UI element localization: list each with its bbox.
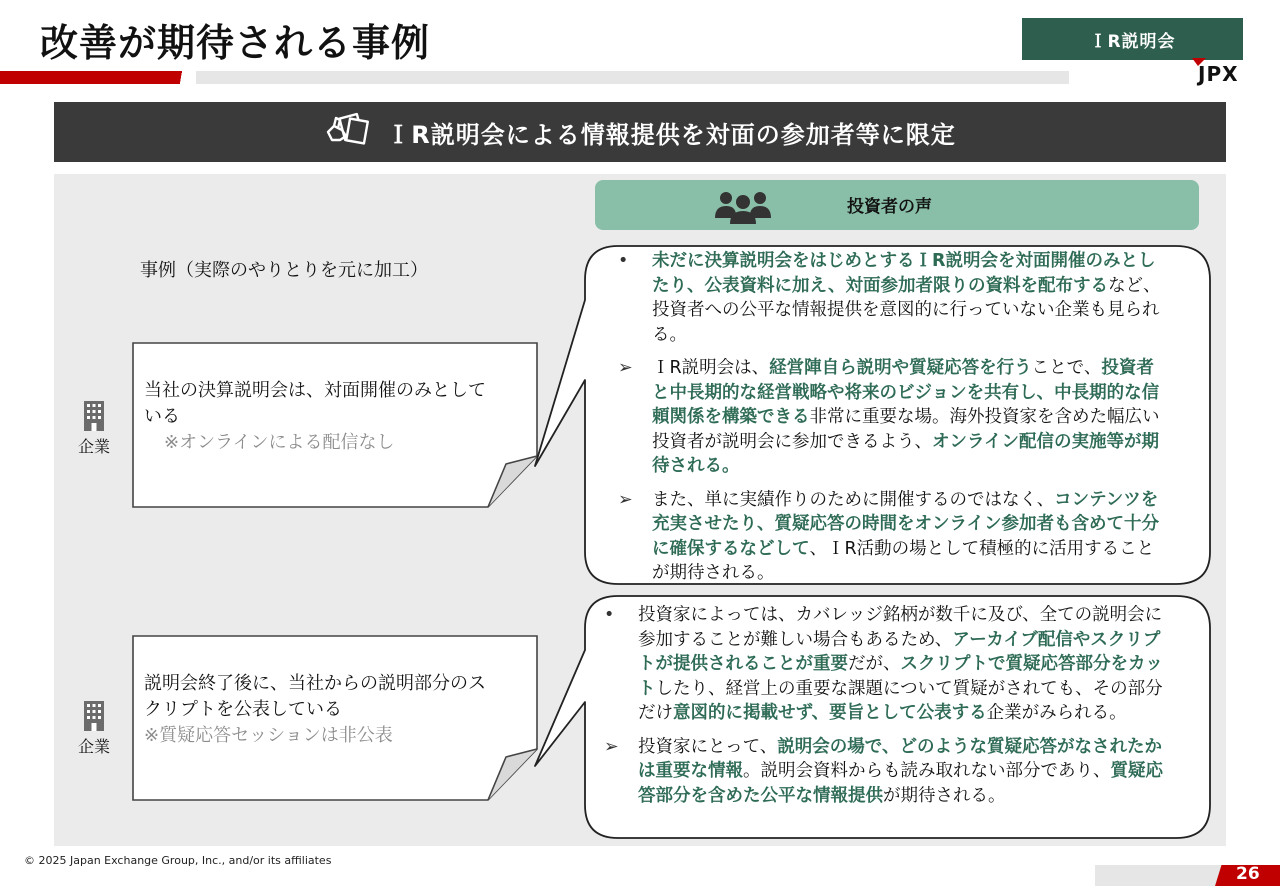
arrow-marker-icon: ➢: [618, 358, 633, 378]
emphasis-text: 未だに決算説明会をはじめとするＩR説明会を対面開催のみとしたり、: [652, 251, 1156, 296]
entity-label: 企業: [77, 437, 110, 456]
banner-text: ＩR説明会による情報提供を対面の参加者等に限定: [386, 120, 956, 149]
emphasis-text: 経営陣自ら説明や質疑応答を行う: [769, 358, 1032, 378]
emphasis-text: コンテンツを充実させたり、質疑応答の時間をオンライン参加者も含めて十分に確保するなどして: [652, 489, 1159, 559]
comment-text: また、単に実績作りのために開催するのではなく、: [652, 489, 1055, 510]
page-title: 改善が期待される事例: [40, 21, 431, 65]
comment-text: 、ＩR活動の場として積極的に活用することが期待される。: [652, 538, 1155, 583]
page-number: 26: [1236, 864, 1260, 884]
section-tag: ＩR説明会: [1022, 18, 1243, 60]
investor-comment-1: [614, 249, 1170, 586]
emphasis-text: オンライン配信の実施等が期待される。: [652, 431, 1159, 476]
emphasis-text: 説明会の場で、どのような質疑応答がなされたかは重要な情報: [638, 736, 1162, 781]
case-line: いる: [144, 406, 180, 427]
comment-text: ことで、: [1031, 358, 1102, 378]
comment-text: が期待される。: [883, 785, 1006, 806]
arrow-marker-icon: ➢: [618, 489, 633, 510]
arrow-marker-icon: ➢: [604, 736, 619, 757]
comment-item: [614, 356, 1170, 479]
comment-text: したり、経営上の重要な課題について質疑がされても、その部分だけ: [638, 678, 1163, 723]
investor-voice-title: 投資者の声: [847, 197, 932, 217]
case-line: 当社の決算説明会は、対面開催のみとして: [144, 380, 486, 401]
emphasis-text: 公表資料に加え、対面参加者限りの資料を配布する: [704, 275, 1109, 296]
emphasis-text: アーカイブ配信やスクリプトが提供されることが重要: [638, 629, 1161, 674]
comment-text: ＩR説明会は、: [652, 358, 770, 378]
bullet-marker: •: [604, 605, 615, 625]
case-line: 説明会終了後に、当社からの説明部分のス: [144, 673, 486, 694]
comment-item: [614, 249, 1170, 347]
comment-text: 。説明会資料からも読み取れない部分であり、: [743, 761, 1111, 781]
comment-text: 投資家によっては、カバレッジ銘柄が数千に及び、全ての説明会に参加することが難しい場合もあるため、: [638, 605, 1163, 650]
emphasis-text: スクリプトで質疑応答部分をカット: [638, 654, 1163, 699]
comment-text: 企業がみられる。: [986, 703, 1127, 723]
emphasis-text: 質疑応答部分を含めた公平な情報提供: [638, 761, 1163, 806]
case-note-text: ※オンラインによる配信なし: [164, 432, 395, 453]
comment-item: [600, 735, 1172, 809]
case-caption: 事例（実際のやりとりを元に加工）: [140, 260, 428, 281]
comment-text: など、投資者への公平な情報提供を意図的に行っていない企業も見られる。: [652, 275, 1161, 345]
case-line: クリプトを公表している: [144, 699, 342, 720]
investor-comment-2: [600, 603, 1172, 808]
comment-text: だが、: [848, 654, 901, 674]
comment-item: [614, 488, 1170, 586]
comment-item: [600, 603, 1172, 726]
comment-text: 非常に重要な場。海外投資家を含めた幅広い投資者が説明会に参加できるよう、: [652, 407, 1160, 452]
entity-label: 企業: [77, 737, 110, 756]
comment-text: 投資家にとって、: [638, 736, 778, 757]
case-note-text: ※質疑応答セッションは非公表: [144, 725, 393, 746]
emphasis-text: 投資者と中長期的な経営戦略や将来のビジョンを共有し、中長期的な信頼関係を構築できる: [652, 358, 1160, 427]
emphasis-text: 意図的に掲載せず、要旨として公表する: [673, 703, 987, 723]
jpx-logo: JPX: [1198, 62, 1239, 86]
copyright: © 2025 Japan Exchange Group, Inc., and/or its affiliates: [24, 854, 332, 867]
bullet-marker: •: [618, 251, 629, 271]
